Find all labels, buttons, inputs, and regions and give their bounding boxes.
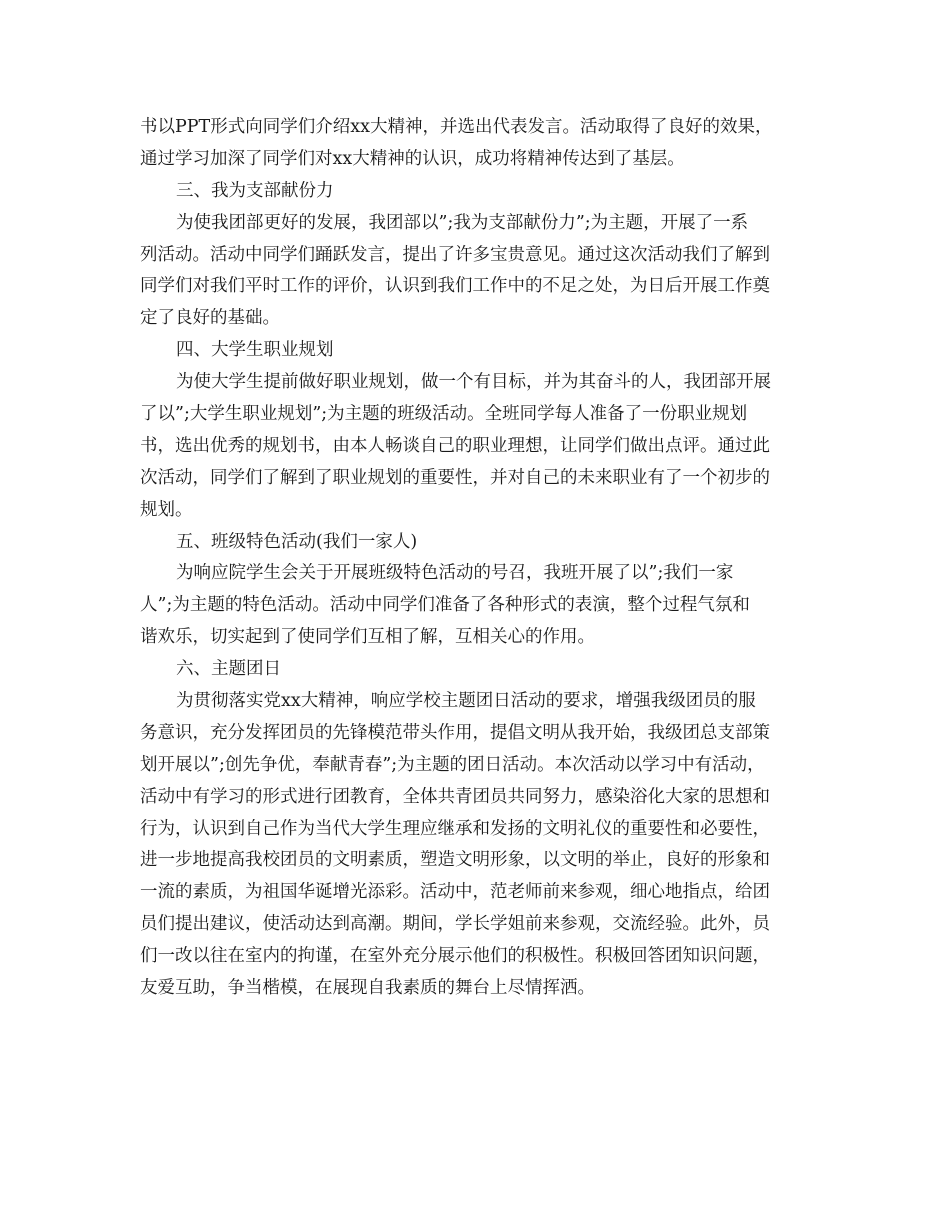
- text-line: 行为，认识到自己作为当代大学生理应继承和发扬的文明礼仪的重要性和必要性，: [140, 818, 770, 839]
- text-line: 员们提出建议，使活动达到高潮。期间，学长学姐前来参观，交流经验。此外，员: [140, 914, 770, 935]
- section-heading: 三、我为支部献份力: [176, 180, 334, 201]
- text-line: 同学们对我们平时工作的评价，认识到我们工作中的不足之处，为日后开展工作奠: [140, 276, 770, 297]
- text-line: 们一改以往在室内的拘谨，在室外充分展示他们的积极性。积极回答团知识问题，: [140, 946, 770, 967]
- section-heading: 四、大学生职业规划: [176, 340, 334, 361]
- text-line: 了以”;大学生职业规划”;为主题的班级活动。全班同学每人准备了一份职业规划: [140, 404, 748, 425]
- text-line: 为使我团部更好的发展，我团部以”;我为支部献份力”;为主题，开展了一系: [176, 212, 749, 233]
- text-line: 谐欢乐，切实起到了使同学们互相了解，互相关心的作用。: [140, 627, 595, 648]
- text-line: 一流的素质，为祖国华诞增光添彩。活动中，范老师前来参观，细心地指点，给团: [140, 882, 770, 903]
- section-heading: 五、班级特色活动(我们一家人): [176, 531, 418, 552]
- text-line: 划开展以”;创先争优，奉献青春”;为主题的团日活动。本次活动以学习中有活动，: [140, 754, 765, 775]
- text-line: 书以PPT形式向同学们介绍xx大精神，并选出代表发言。活动取得了良好的效果，: [140, 117, 773, 137]
- text-line: 定了良好的基础。: [140, 308, 280, 329]
- text-line: 次活动，同学们了解到了职业规划的重要性，并对自己的未来职业有了一个初步的: [140, 467, 770, 488]
- text-line: 列活动。活动中同学们踊跃发言，提出了许多宝贵意见。通过这次活动我们了解到: [140, 244, 770, 265]
- text-line: 规划。: [140, 499, 193, 520]
- text-line: 人”;为主题的特色活动。活动中同学们准备了各种形式的表演，整个过程气氛和: [140, 595, 750, 616]
- text-line: 为贯彻落实党xx大精神，响应学校主题团日活动的要求，增强我级团员的服: [176, 691, 756, 712]
- section-heading: 六、主题团日: [176, 659, 281, 680]
- text-line: 书，选出优秀的规划书，由本人畅谈自己的职业理想，让同学们做出点评。通过此: [140, 435, 770, 456]
- text-line: 友爱互助，争当楷模，在展现自我素质的舞台上尽情挥洒。: [140, 978, 595, 999]
- document-body: [140, 112, 830, 1005]
- text-line: 通过学习加深了同学们对xx大精神的认识，成功将精神传达到了基层。: [140, 148, 685, 169]
- text-line: 进一步地提高我校团员的文明素质，塑造文明形象，以文明的举止，良好的形象和: [140, 850, 770, 871]
- text-line: 务意识，充分发挥团员的先锋模范带头作用，提倡文明从我开始，我级团总支部策: [140, 722, 770, 743]
- text-line: 为使大学生提前做好职业规划，做一个有目标，并为其奋斗的人，我团部开展: [176, 372, 771, 393]
- text-line: 活动中有学习的形式进行团教育，全体共青团员共同努力，感染浴化大家的思想和: [140, 786, 770, 807]
- text-line: 为响应院学生会关于开展班级特色活动的号召，我班开展了以”;我们一家: [176, 563, 734, 584]
